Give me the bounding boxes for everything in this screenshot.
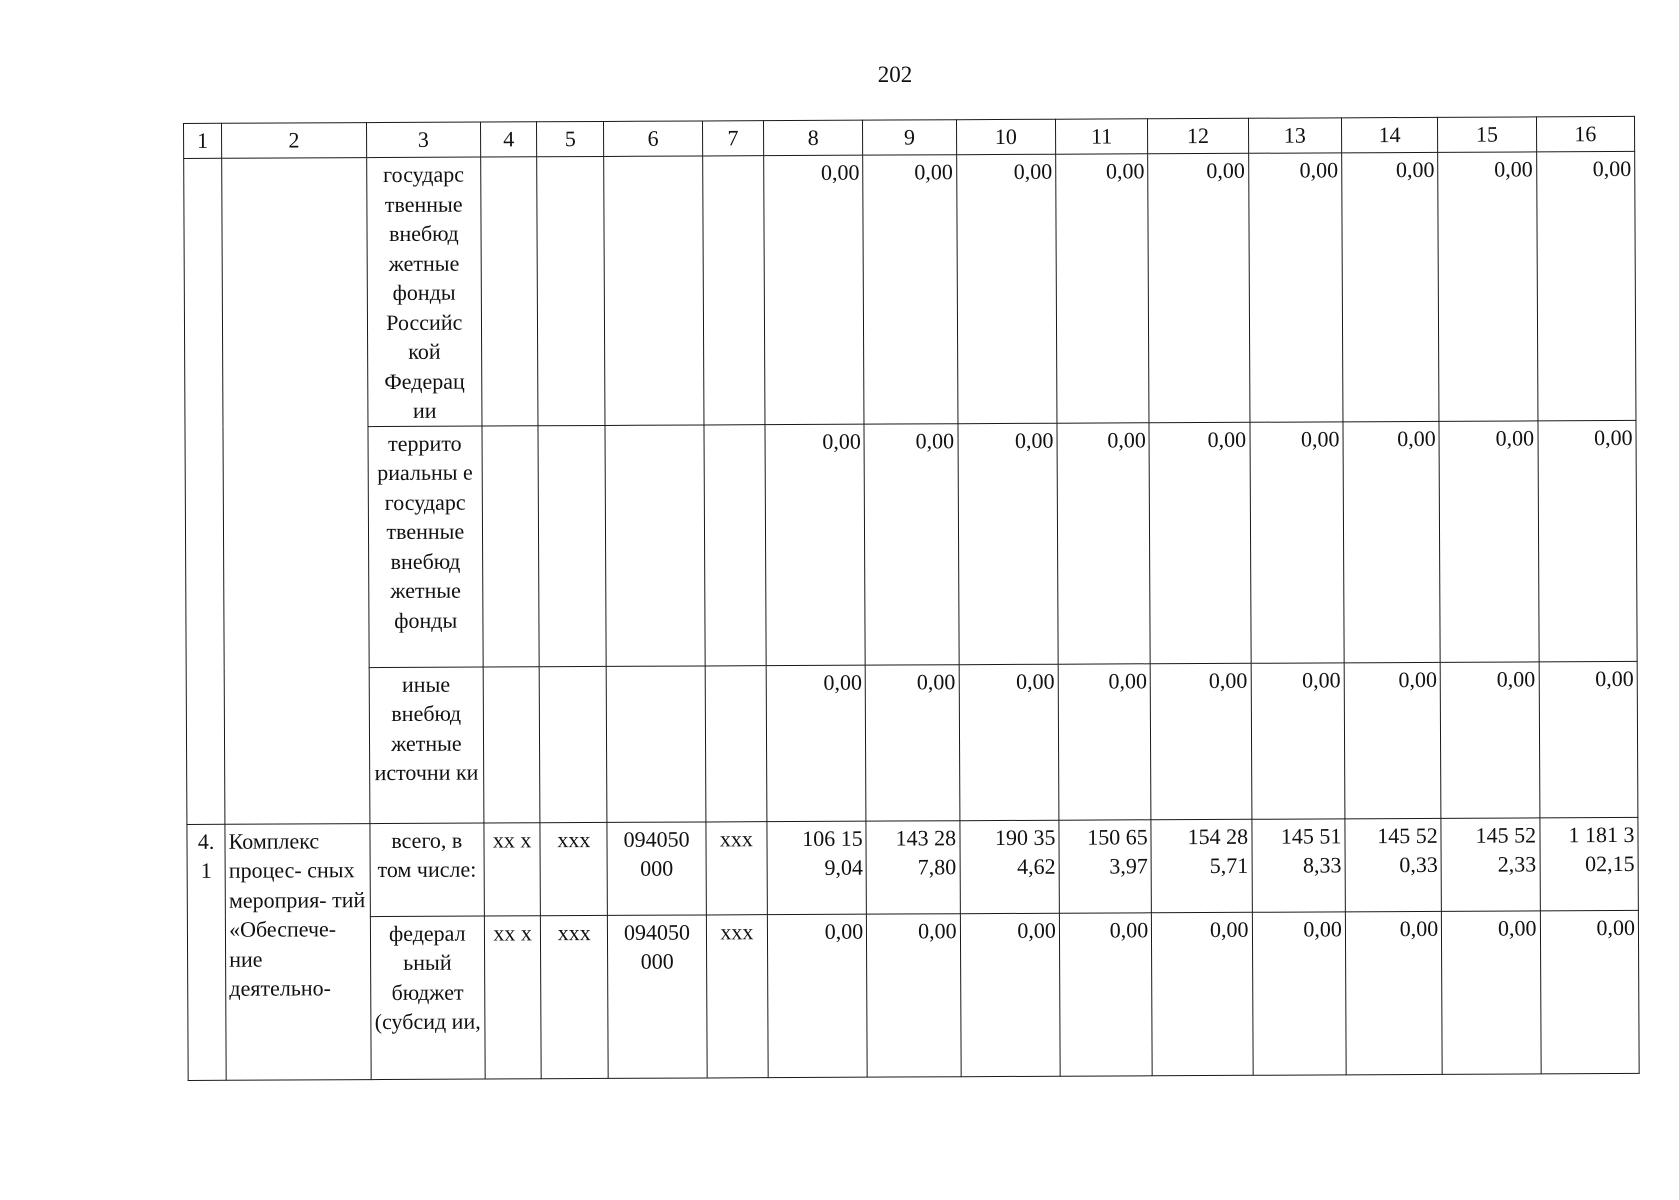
value-cell: 0,00 [863,155,958,424]
header-cell: 10 [956,119,1055,154]
value-cell: 0,00 [1056,154,1150,423]
value-cell: 0,00 [1344,662,1441,818]
table-row [187,910,1639,1080]
code-cell: 094050 000 [607,821,706,914]
table-row [185,420,1637,668]
value-cell: 0,00 [865,664,959,820]
value-cell: 0,00 [1149,422,1251,663]
code-cell [605,424,705,665]
code-cell: 094050 000 [608,914,707,1077]
source-cell: иные внебюд жетные источни ки [369,667,484,824]
header-cell: 3 [366,122,481,158]
item-name-cell [222,158,370,824]
value-cell: 0,00 [765,424,866,665]
value-cell: 0,00 [1345,911,1442,1074]
code-cell: ххх [706,914,768,1077]
value-cell: 143 28 7,80 [866,820,960,913]
table-row [187,817,1638,917]
code-cell: хх х [484,822,541,915]
source-cell: федерал ьный бюджет (субсид ии, [370,916,485,1080]
value-cell: 190 35 4,62 [959,820,1059,913]
value-cell: 154 28 5,71 [1151,819,1252,912]
value-cell: 106 15 9,04 [767,821,867,914]
source-cell: террито риальны е государс твенные внебюд жетные фонды [368,426,484,668]
header-cell: 13 [1248,118,1341,153]
value-cell: 0,00 [958,423,1059,664]
code-cell: хх х [484,915,541,1078]
value-cell: 145 51 8,33 [1251,818,1345,911]
header-cell: 12 [1148,118,1249,153]
value-cell: 150 65 3,97 [1059,819,1152,912]
value-cell: 0,00 [1343,421,1441,662]
value-cell: 0,00 [1438,152,1538,421]
value-cell: 1 181 3 02,15 [1539,817,1638,910]
code-cell: ххх [540,822,608,915]
code-cell [481,157,538,426]
row-number-cell: 4. 1 [187,824,226,1080]
value-cell: 145 52 0,33 [1345,818,1442,911]
code-cell [483,666,540,822]
header-cell: 14 [1341,117,1437,152]
value-cell: 145 52 2,33 [1441,817,1540,910]
value-cell: 0,00 [867,913,961,1076]
value-cell: 0,00 [1538,420,1638,661]
code-cell [482,425,539,666]
code-cell [704,424,766,665]
value-cell: 0,00 [764,155,865,424]
code-cell [537,156,606,425]
header-cell: 7 [702,121,763,156]
value-cell: 0,00 [1057,422,1150,663]
value-cell: 0,00 [1250,421,1344,662]
code-cell: ххх [541,915,609,1078]
header-cell: 11 [1055,119,1147,154]
header-cell: 2 [222,123,367,159]
code-cell [705,665,767,821]
header-cell: 4 [480,122,536,157]
header-cell: 15 [1438,117,1536,152]
value-cell: 0,00 [1439,420,1539,661]
table-row [184,151,1636,427]
value-cell: 0,00 [1148,153,1250,422]
page-number: 202 [877,62,913,87]
source-cell: государс твенные внебюд жетные фонды Российс кой Федерац ии [366,157,482,426]
value-cell: 0,00 [1152,912,1253,1075]
value-cell: 0,00 [1442,910,1541,1073]
value-cell: 0,00 [1342,152,1440,421]
value-cell: 0,00 [1440,661,1539,817]
value-cell: 0,00 [766,665,866,821]
budget-table [183,116,1640,1081]
item-name-cell: Комплекс процес- сных мероприя- тий «Обеспече- ние деятельно- [225,823,371,1080]
value-cell: 0,00 [1536,151,1636,420]
header-cell: 9 [863,120,956,155]
code-cell [538,425,606,666]
value-cell: 0,00 [1251,662,1345,818]
value-cell: 0,00 [1540,910,1639,1073]
value-cell: 0,00 [1539,661,1638,817]
value-cell: 0,00 [1150,663,1251,819]
value-cell: 0,00 [864,423,958,664]
value-cell: 0,00 [1058,663,1151,819]
header-cell: 8 [763,120,862,155]
code-cell [702,156,765,425]
value-cell: 0,00 [960,913,1060,1076]
value-cell: 0,00 [1059,912,1152,1075]
header-cell: 5 [537,121,604,156]
value-cell: 0,00 [767,914,867,1077]
table-row [186,661,1638,824]
source-cell: всего, в том числе: [370,823,485,917]
code-cell [607,665,706,821]
code-cell: ххх [706,821,768,914]
header-cell: 16 [1536,116,1635,151]
header-cell: 6 [604,121,702,156]
value-cell: 0,00 [959,664,1059,820]
value-cell: 0,00 [1248,153,1343,422]
value-cell: 0,00 [956,154,1057,423]
row-number-cell [184,158,225,824]
code-cell [604,156,704,425]
header-cell: 1 [184,123,222,158]
code-cell [539,666,607,822]
value-cell: 0,00 [1252,911,1346,1074]
